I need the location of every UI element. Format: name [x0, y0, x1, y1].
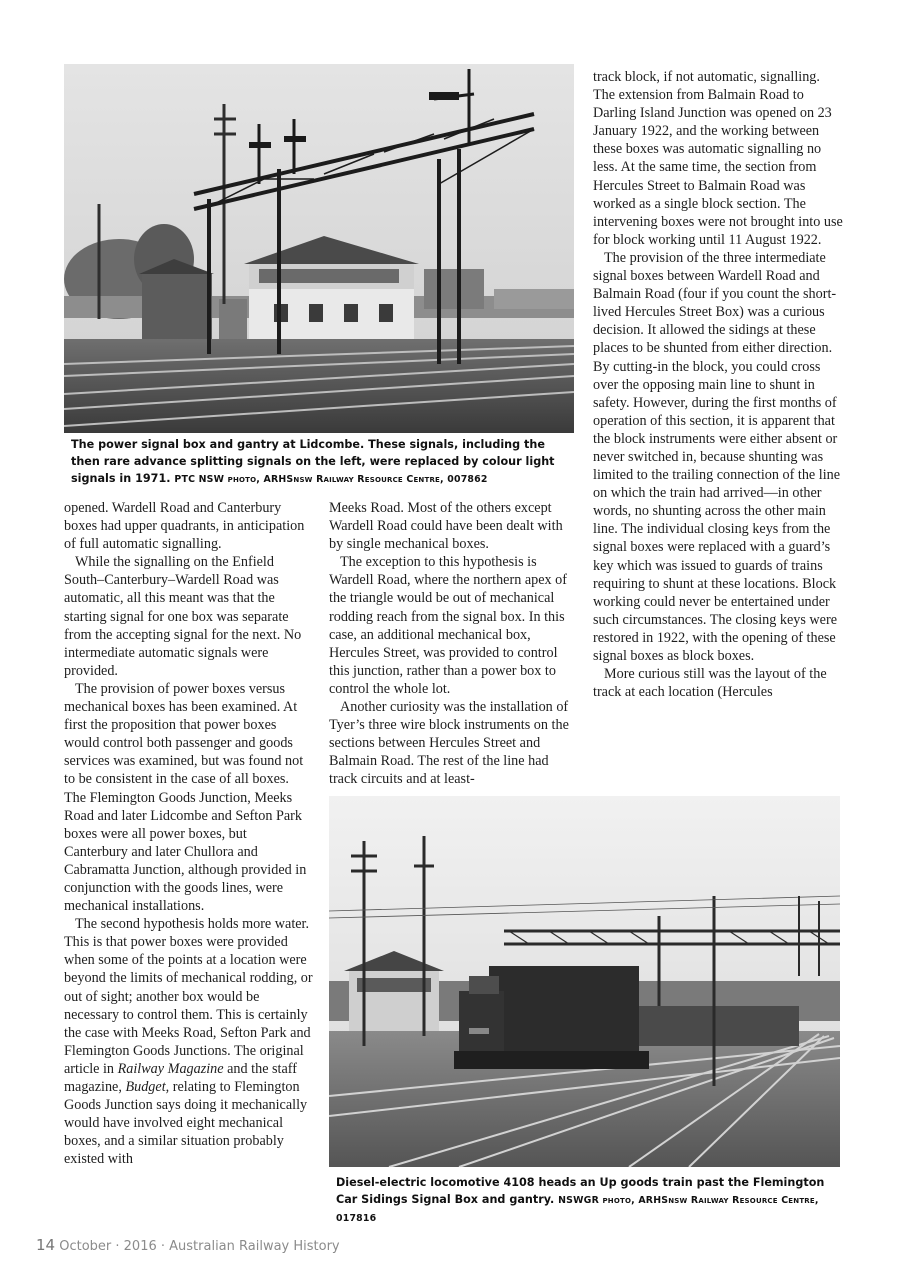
col2-paragraph-1: Meeks Road. Most of the others except Wardell Road could have been dealt with by single mechanical boxes.: [329, 500, 563, 553]
col1-paragraph-4: [64, 915, 314, 1168]
railway-magazine-title: Railway Magazine: [117, 1060, 224, 1077]
photo-flemington-locomotive: [329, 796, 840, 1167]
photo-flemington-image: [329, 796, 840, 1167]
footer-text: October · 2016 · Australian Railway History: [59, 1239, 340, 1254]
text-column-2: [329, 499, 579, 789]
photo-lidcombe-caption-text: The power signal box and gantry at Lidcombe. These signals, including the then rare advance splitting signals on the left, were replaced by colour light signals in 1971.: [71, 438, 555, 485]
col3-paragraph-1: track block, if not automatic, signalling. The extension from Balmain Road to Darling Island Junction was opened on 23 January 1922, and the working between these boxes was automatic signalling no less. At the same time, the section from Hercules Street to Balmain Road was worked as a single block section. The intervening boxes were not brought into use for block working until 11 August 1922.: [593, 69, 843, 248]
col1-paragraph-1: opened. Wardell Road and Canterbury boxes had upper quadrants, in anticipation of full automatic signalling.: [64, 500, 305, 553]
col2-paragraph-3: Another curiosity was the installation of Tyer’s three wire block instruments on the sections between Hercules Street and Balmain Road. The rest of the line had track circuits and at least-: [329, 699, 569, 788]
col3-paragraph-2: The provision of the three intermediate signal boxes between Wardell Road and Balmain Road (four if you count the short-lived Hercules Street Box) was a curious decision. It allowed the sidings at these places to be shunted from either direction. By cutting-in the block, you could cross over the opposing main line to shunt in safety. However, during the first months of operation of this section, it is apparent that the block instruments were either absent or never switched in, because shunting was limited to the trailing connection of the line on which the train had arrived—in other words, no shunting across the other main line. The individual closing keys from the signal boxes were replaced with a guard’s key which was issued to guards of trains requiring to shunt at these locations. Block working could never be entertained under such circumstances. The closing keys were restored in 1922, with the opening of these signal boxes as block boxes.: [593, 249, 841, 664]
col1-p4-start: The second hypothesis holds more water. This is that power boxes were provided when some of the points at a location were beyond the limits of mechanical rodding, or out of sight; another box would be necessary to control them. This is certainly the case with Meeks Road, Sefton Park and Flemington Goods Junctions. The original article in: [64, 916, 313, 1077]
page-footer: [36, 1236, 340, 1254]
col1-p4-mid: and the staff magazine,: [64, 1060, 297, 1095]
col3-paragraph-3: More curious still was the layout of the track at each location (Hercules: [593, 666, 827, 701]
photo-flemington-caption-text: Diesel-electric locomotive 4108 heads an Up goods train past the Flemington Car Sidings Signal Box and gantry.: [336, 1176, 825, 1206]
col1-paragraph-2: While the signalling on the Enfield South–Canterbury–Wardell Road was automatic, all this meant was that the starting signal for one box was separate from the accepting signal for the next. No intermediate automatic signals were provided.: [64, 554, 302, 679]
photo-lidcombe-image: [64, 64, 574, 433]
photo-flemington-caption: [336, 1174, 836, 1227]
photo-flemington-credit: NSWGR photo, ARHSnsw Railway Resource Centre, 017816: [336, 1195, 819, 1224]
col1-p4-end: relating to Flemington Goods Junction says doing it mechanically would have involved eight mechanical boxes, and a similar situation probably existed with: [64, 1079, 308, 1168]
photo-lidcombe-caption: [71, 436, 571, 488]
col1-paragraph-3: The provision of power boxes versus mechanical boxes has been examined. At first the proposition that power boxes would control both passenger and goods services was examined, but was found not to be consistent in the case of all boxes. The Flemington Goods Junction, Meeks Road and later Lidcombe and Sefton Park boxes were all power boxes, but Canterbury and later Chullora and Cabramatta Junction, although provided in conjunction with the goods lines, were mechanical installations.: [64, 680, 307, 915]
text-column-3: [593, 68, 843, 701]
text-column-1: [64, 499, 314, 1168]
budget-title: Budget,: [125, 1079, 170, 1095]
photo-lidcombe-credit: PTC NSW photo, ARHSnsw Railway Resource Centre, 007862: [174, 474, 488, 485]
photo-lidcombe-signal-box: [64, 64, 574, 433]
page-number: 14: [36, 1236, 56, 1254]
col2-paragraph-2: The exception to this hypothesis is Wardell Road, where the northern apex of the triangle would be out of mechanical rodding reach from the signal box. In this case, an additional mechanical box, Hercules Street, was provided to control this junction, rather than a power box to control the whole lot.: [329, 554, 567, 697]
